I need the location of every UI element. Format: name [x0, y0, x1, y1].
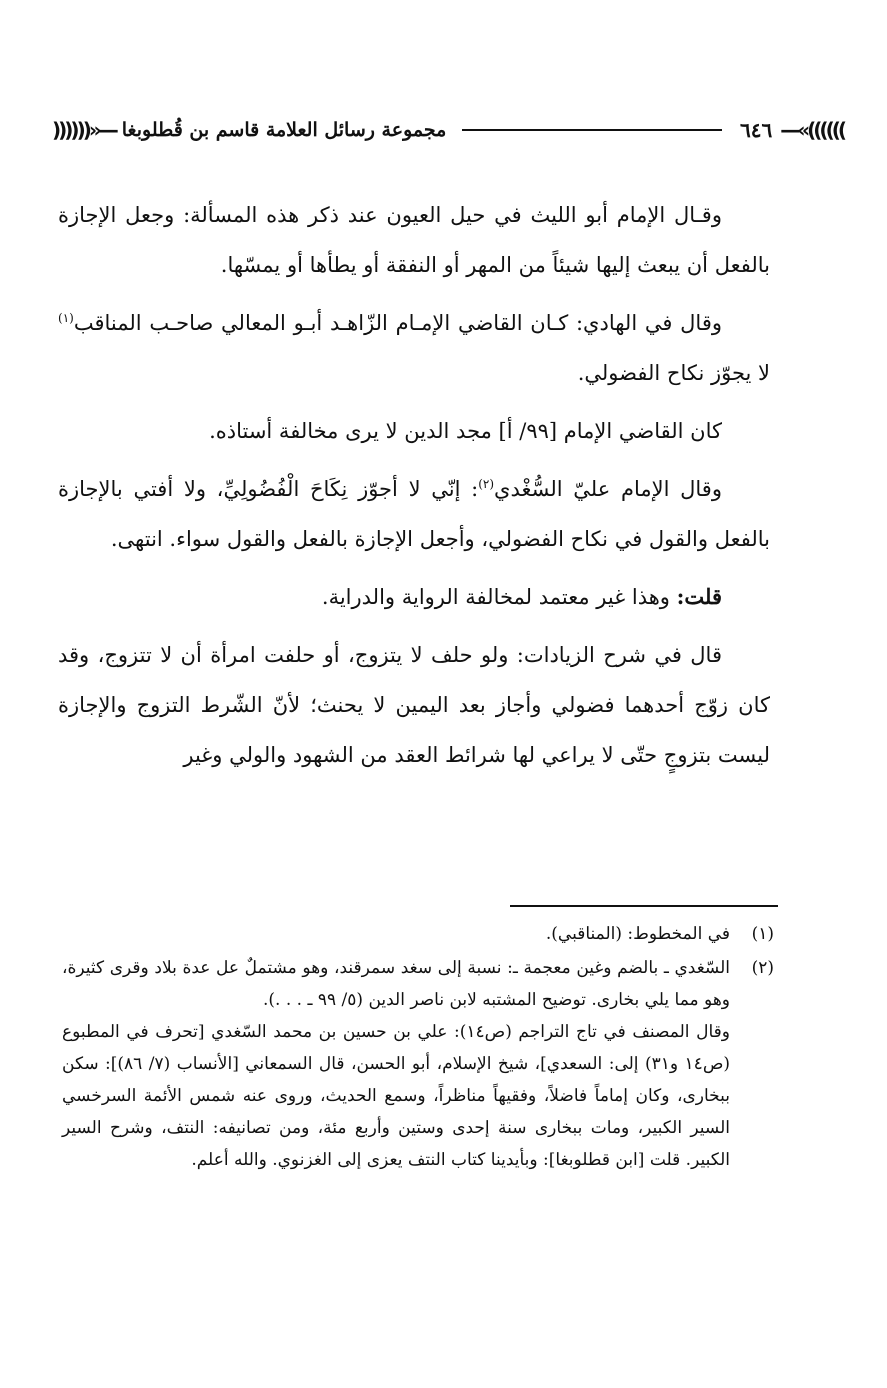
paragraph	[58, 464, 770, 564]
footnote-number: (١)	[751, 924, 774, 944]
paragraph	[58, 190, 770, 290]
paragraph-lead: قلت:	[676, 584, 722, 609]
footnote-text: في المخطوط: (المناقبي).	[545, 924, 730, 944]
footnotes	[62, 918, 774, 1178]
footnote-1	[62, 918, 774, 950]
footnote-number: (٢)	[751, 958, 774, 978]
page-number: ٦٤٦	[740, 118, 773, 142]
main-text	[58, 190, 770, 788]
paragraph-text: وقال الإمام عليّ السُّغْدي	[494, 477, 722, 501]
paragraph	[58, 572, 770, 622]
paragraph-text: لا يجوّز نكاح الفضولي.	[577, 361, 770, 385]
footnote-text: السّغدي ـ بالضم وغين معجمة ـ: نسبة إلى سغد سمرقند، وهو مشتملٌ عل عدة بلاد وقرى كثيرة، وهو مما يلي بخارى. توضيح المشتبه لابن ناصر الدين (٥/ ٩٩ ـ . . .).	[62, 958, 730, 1010]
footnote-ref-2[interactable]: (٢)	[478, 477, 495, 491]
paragraph-text: قال في شرح الزيادات: ولو حلف لا يتزوج، أو حلفت امرأة أن لا تتزوج، وقد كان زوّج أحدهما فضولي وأجاز بعد اليمين لا يحنث؛ لأنّ الشّرط التزوج والإجازة ليست بتزوجٍ حتّى لا يراعي لها شرائط العقد من الشهود والولي وغير	[58, 643, 770, 767]
footnote-2	[62, 952, 774, 1176]
footnote-separator	[510, 905, 778, 907]
paragraph-text: : إنّي لا أجوّز نِكَاحَ الْفُضُولِيِّ، ولا أفتي بالإجازة بالفعل والقول في نكاح الفضولي، وأجعل الإجازة بالفعل والقول سواء. انتهى.	[58, 477, 770, 551]
footnote-text: وقال المصنف في تاج التراجم (ص١٤): علي بن حسين بن محمد السّغدي [تحرف في المطبوع (ص١٤ و٣١) إلى: السعدي]، شيخ الإسلام، أبو الحسن، قال السمعاني [الأنساب (٧/ ٨٦)]: سكن ببخارى، وكان إماماً فاضلاً، وفقيهاً مناظراً، وسمع الحديث، وروى عنه شمس الأئمة السرخسي السير الكبير، ومات ببخارى سنة إحدى وستين وأربع مئة، ومن تصانيفه: النتف، وشرح السير الكبير. قلت [ابن قطلوبغا]: وبأيدينا كتاب النتف يعزى إلى الغزنوي. والله أعلم.	[62, 1022, 730, 1170]
footnote-ref-1[interactable]: (١)	[58, 311, 74, 325]
paragraph	[58, 630, 770, 780]
footnote-body	[62, 952, 730, 1176]
header-rule	[462, 129, 722, 131]
ornament-right: —«((((((	[780, 118, 844, 142]
running-header	[52, 108, 844, 152]
paragraph-text: كان القاضي الإمام [٩٩/ أ] مجد الدين لا يرى مخالفة أستاذه.	[209, 419, 722, 443]
running-title: مجموعة رسائل العلامة قاسم بن قُطلوبغا	[121, 119, 447, 141]
paragraph	[58, 298, 770, 398]
paragraph-text: وهذا غير معتمد لمخالفة الرواية والدراية.	[321, 585, 677, 609]
paragraph-text: وقال في الهادي: كـان القاضي الإمـام الزّاهـد أبـو المعالي صاحـب المناقب	[73, 311, 722, 335]
footnote-body	[62, 918, 730, 950]
paragraph-text: وقـال الإمام أبو الليث في حيل العيون عند ذكر هذه المسألة: وجعل الإجازة بالفعل أن يبعث إليها شيئاً من المهر أو النفقة أو يطأها أو يمسّها.	[58, 203, 770, 277]
paragraph	[58, 406, 770, 456]
ornament-left: ))))))»—	[52, 118, 116, 142]
